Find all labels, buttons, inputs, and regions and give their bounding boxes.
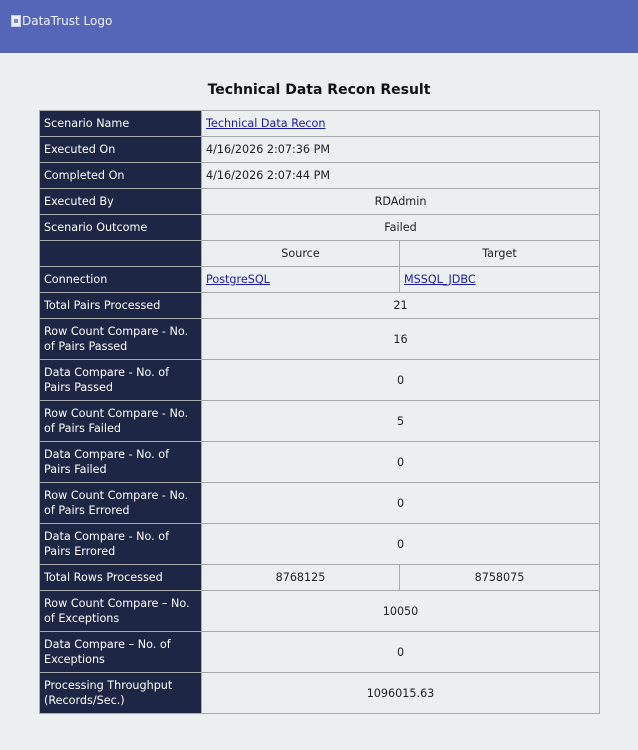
table-row	[40, 442, 600, 483]
scenario-outcome-status: Failed	[202, 215, 600, 241]
logo[interactable]	[11, 14, 112, 28]
total-pairs-value: 21	[202, 293, 600, 319]
row-label: Executed By	[40, 189, 202, 215]
rc-failed-value: 5	[202, 401, 600, 442]
executed-on-value: 4/16/2026 2:07:36 PM	[202, 137, 600, 163]
completed-on-value: 4/16/2026 2:07:44 PM	[202, 163, 600, 189]
dc-passed-value: 0	[202, 360, 600, 401]
row-label: Data Compare - No. of Pairs Passed	[40, 360, 202, 401]
dc-exceptions-value: 0	[202, 632, 600, 673]
row-label: Connection	[40, 267, 202, 293]
table-row	[40, 524, 600, 565]
table-row	[40, 591, 600, 632]
row-label: Executed On	[40, 137, 202, 163]
table-row	[40, 241, 600, 267]
row-label: Total Rows Processed	[40, 565, 202, 591]
rc-errored-value: 0	[202, 483, 600, 524]
table-row	[40, 293, 600, 319]
table-row	[40, 565, 600, 591]
target-column-header: Target	[400, 241, 600, 267]
dc-failed-value: 0	[202, 442, 600, 483]
target-connection-link[interactable]: MSSQL_JDBC	[404, 273, 476, 286]
rc-exceptions-value: 10050	[202, 591, 600, 632]
row-label: Total Pairs Processed	[40, 293, 202, 319]
broken-image-icon	[11, 15, 21, 27]
row-label: Processing Throughput (Records/Sec.)	[40, 673, 202, 714]
row-label: Scenario Name	[40, 111, 202, 137]
recon-result-table	[39, 110, 600, 714]
row-label: Scenario Outcome	[40, 215, 202, 241]
row-label: Row Count Compare - No. of Pairs Failed	[40, 401, 202, 442]
dc-errored-value: 0	[202, 524, 600, 565]
total-rows-target-value: 8758075	[400, 565, 600, 591]
source-connection-link[interactable]: PostgreSQL	[206, 273, 270, 286]
row-label: Row Count Compare – No. of Exceptions	[40, 591, 202, 632]
total-rows-source-value: 8768125	[202, 565, 400, 591]
table-row	[40, 401, 600, 442]
row-label: Data Compare - No. of Pairs Failed	[40, 442, 202, 483]
scenario-name-link[interactable]: Technical Data Recon	[206, 117, 326, 130]
table-row	[40, 360, 600, 401]
table-row	[40, 111, 600, 137]
table-row	[40, 319, 600, 360]
row-label: Data Compare - No. of Pairs Errored	[40, 524, 202, 565]
logo-alt-text: DataTrust Logo	[22, 14, 113, 28]
table-row	[40, 215, 600, 241]
table-row	[40, 163, 600, 189]
row-label: Row Count Compare - No. of Pairs Errored	[40, 483, 202, 524]
source-column-header: Source	[202, 241, 400, 267]
table-row	[40, 137, 600, 163]
top-header	[0, 0, 638, 53]
table-row	[40, 267, 600, 293]
row-label: Data Compare – No. of Exceptions	[40, 632, 202, 673]
table-row	[40, 189, 600, 215]
page-title: Technical Data Recon Result	[207, 82, 431, 98]
throughput-value: 1096015.63	[202, 673, 600, 714]
rc-passed-value: 16	[202, 319, 600, 360]
table-row	[40, 632, 600, 673]
table-row	[40, 483, 600, 524]
executed-by-value: RDAdmin	[202, 189, 600, 215]
table-row	[40, 673, 600, 714]
row-label: Row Count Compare - No. of Pairs Passed	[40, 319, 202, 360]
row-label-empty	[40, 241, 202, 267]
row-label: Completed On	[40, 163, 202, 189]
